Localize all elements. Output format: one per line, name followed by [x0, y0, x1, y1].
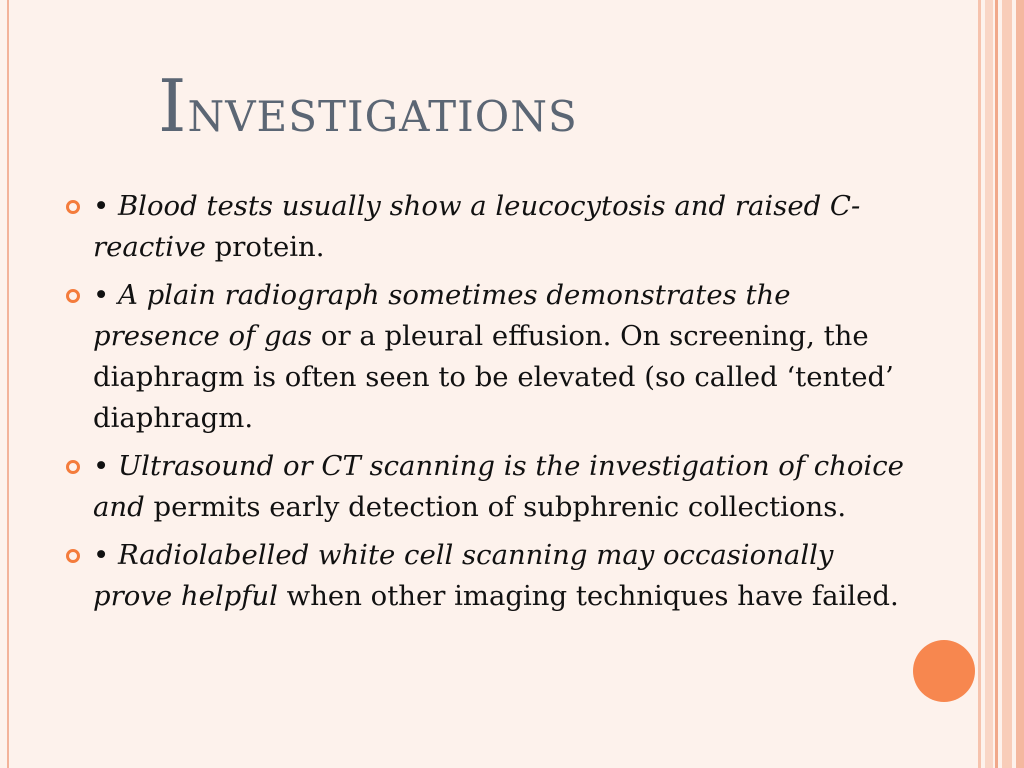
list-item [64, 446, 904, 528]
list-item [64, 275, 904, 439]
bullet-list [64, 186, 904, 624]
bullet-dot: • [93, 450, 118, 482]
stripe [985, 0, 993, 768]
ring-bullet-icon [66, 549, 80, 563]
title-first-letter: I [158, 64, 188, 148]
ring-bullet-icon [66, 460, 80, 474]
stripe [1016, 0, 1024, 768]
bullet-dot: • [93, 539, 118, 571]
bullet-normal-text: protein. [205, 231, 325, 263]
ring-bullet-icon [66, 200, 80, 214]
stripe [1002, 0, 1012, 768]
left-border-line [7, 0, 9, 768]
bullet-italic-text: Radiolabelled white cell scanning may occasionally prove helpful [93, 539, 834, 612]
decorative-orange-circle [913, 640, 975, 702]
bullet-italic-text: Blood tests usually show a leucocytosis and raised C-reactive [93, 190, 861, 263]
bullet-normal-text: when other imaging techniques have failed. [277, 580, 899, 612]
right-decorative-stripes [978, 0, 1024, 768]
stripe [995, 0, 998, 768]
list-item [64, 186, 904, 268]
slide-title [158, 64, 578, 148]
bullet-italic-text: A plain radiograph sometimes demonstrates the presence of gas [93, 279, 791, 352]
title-rest: nvestigations [187, 76, 578, 146]
bullet-dot: • [93, 190, 118, 222]
bullet-normal-text: or a pleural effusion. On screening, the diaphragm is often seen to be elevated (so called ‘tented’ diaphragm. [93, 320, 894, 434]
bullet-italic-text: Ultrasound or CT scanning is the investigation of choice and [93, 450, 904, 523]
ring-bullet-icon [66, 289, 80, 303]
stripe [978, 0, 981, 768]
bullet-normal-text: permits early detection of subphrenic collections. [144, 491, 847, 523]
list-item [64, 535, 904, 617]
bullet-dot: • [93, 279, 118, 311]
